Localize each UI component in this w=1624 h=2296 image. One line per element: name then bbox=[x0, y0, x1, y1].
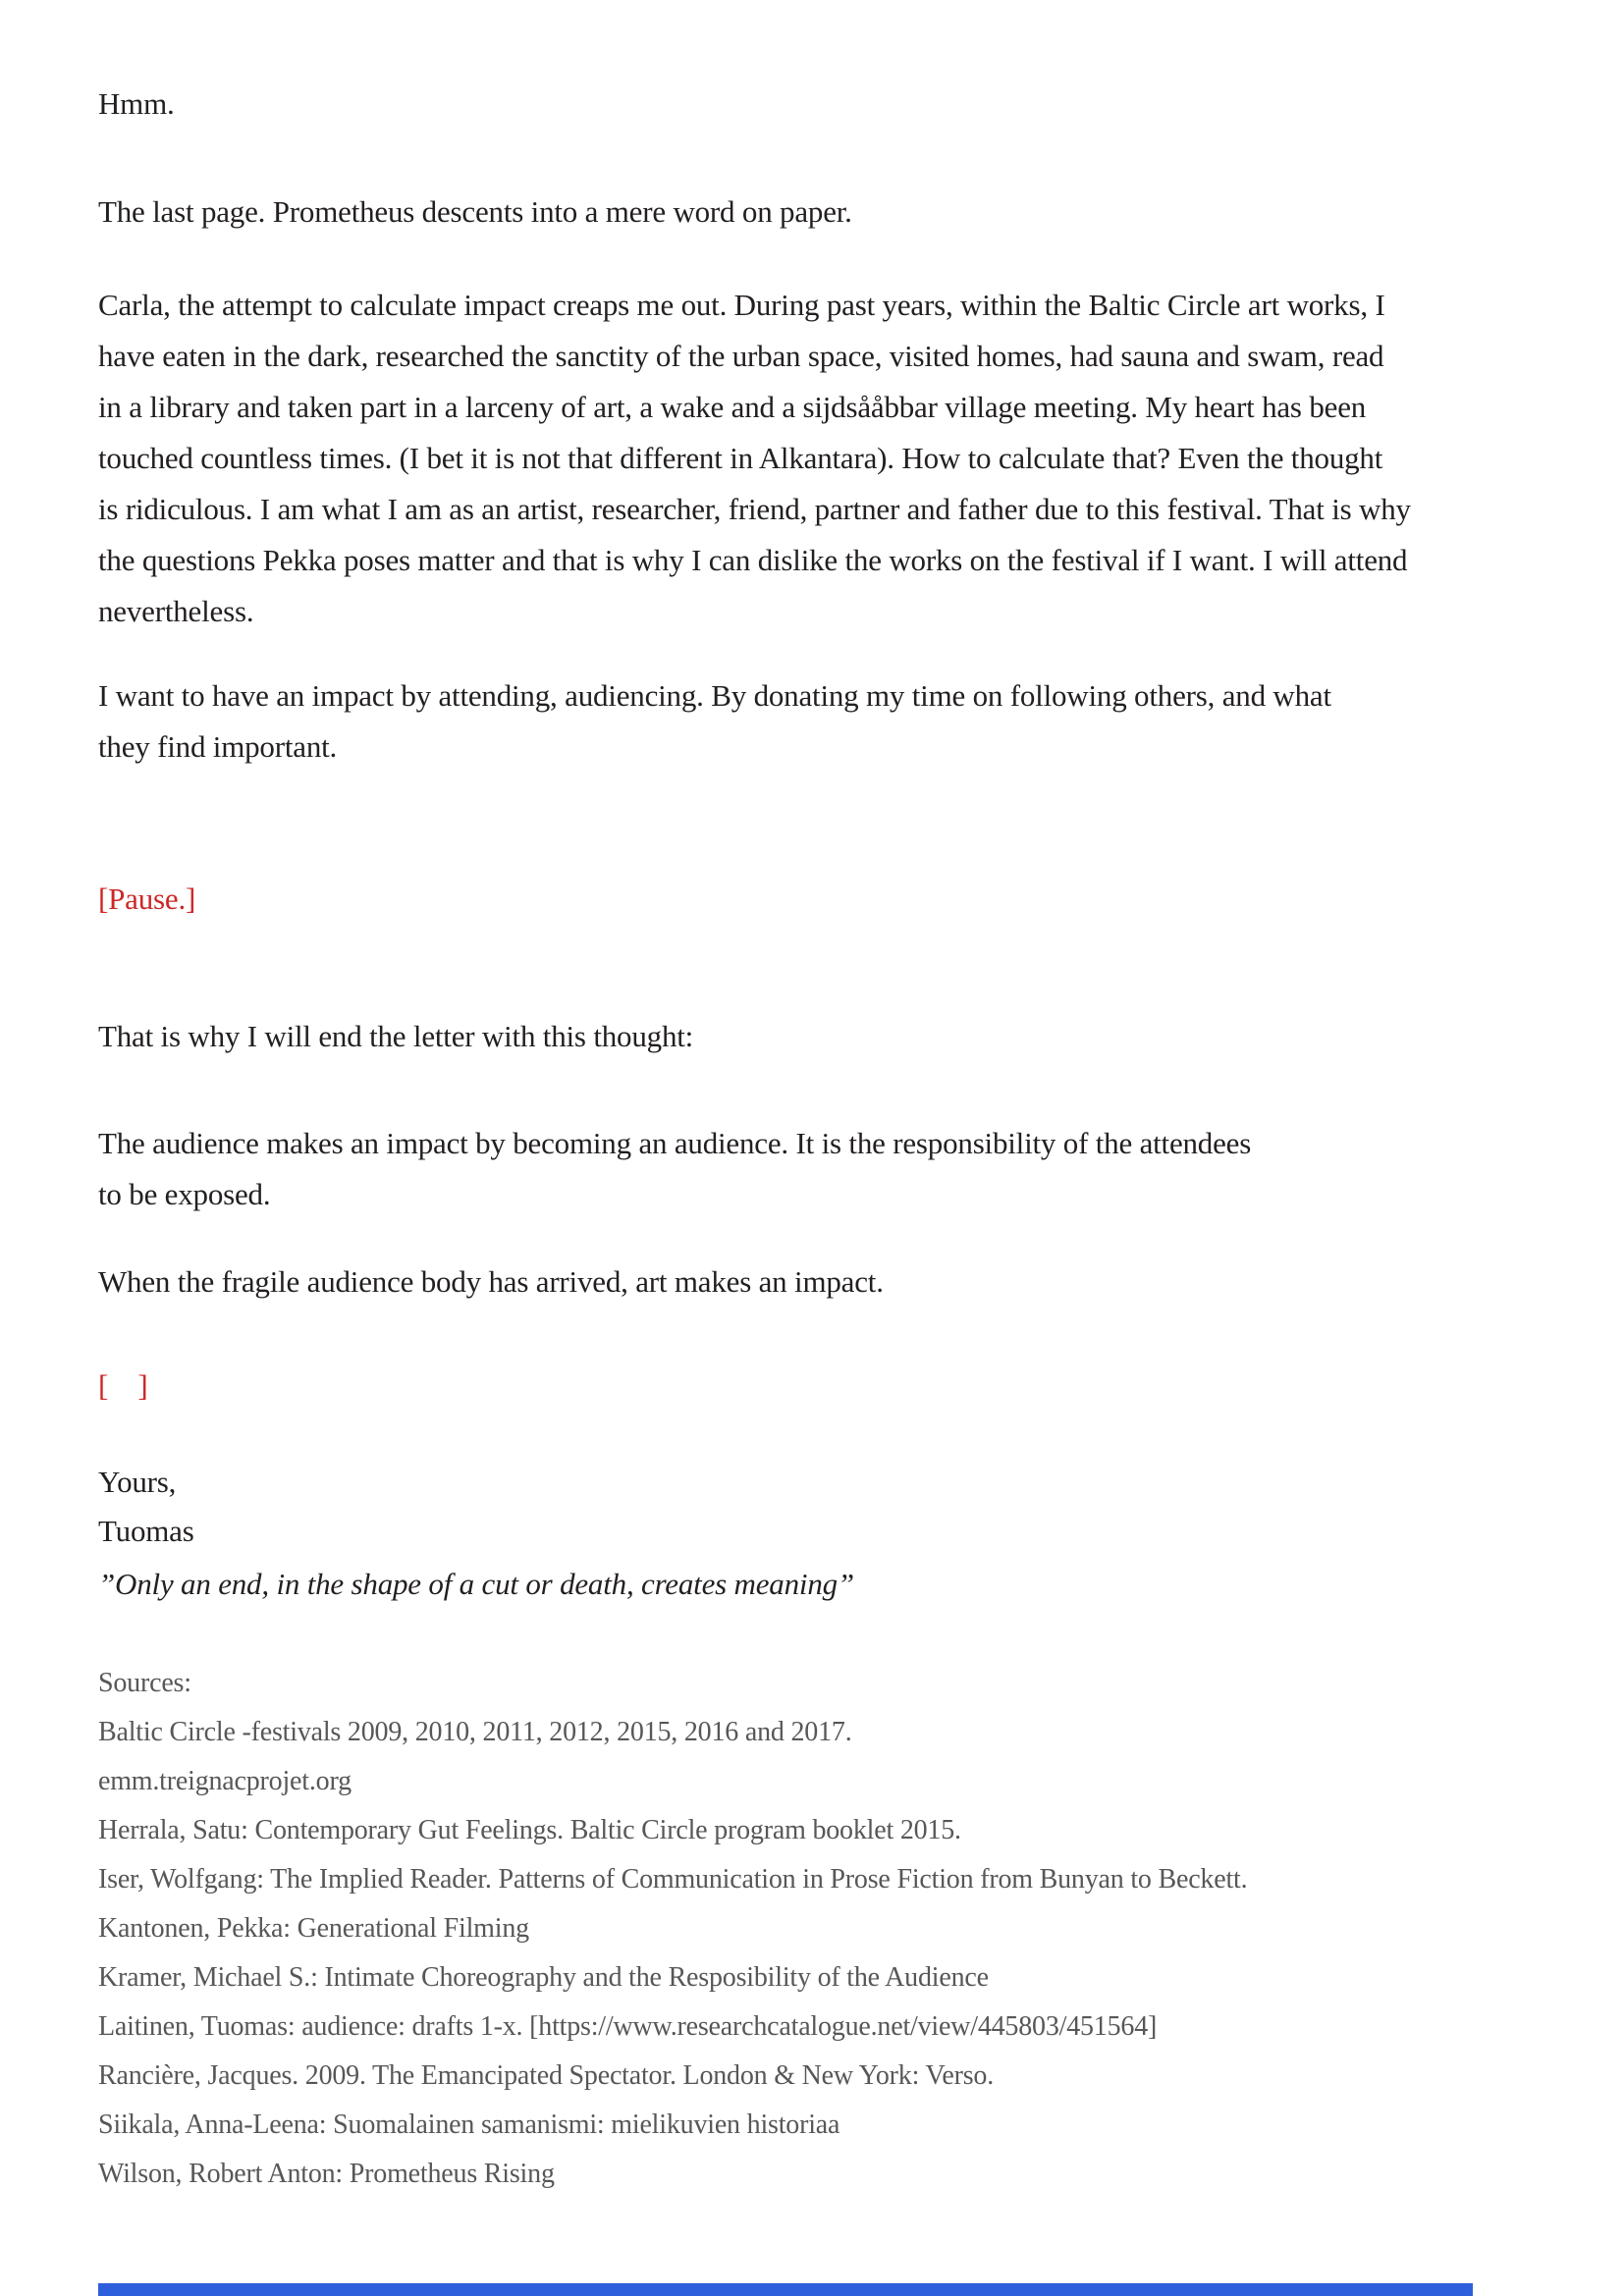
text-line: Rancière, Jacques. 2009. The Emancipated Spectator. London & New York: Verso. bbox=[98, 2060, 995, 2091]
text-line: Kantonen, Pekka: Generational Filming bbox=[98, 1913, 529, 1944]
text-line: Kramer, Michael S.: Intimate Choreography and the Resposibility of the Audience bbox=[98, 1962, 989, 1993]
text-line: Yours, bbox=[98, 1465, 177, 1499]
signature bbox=[98, 1458, 194, 1556]
empty-brackets: [ ] bbox=[98, 1368, 148, 1403]
paragraph-impact bbox=[98, 670, 1331, 773]
text-line: I want to have an impact by attending, audiencing. By donating my time on following others, and what bbox=[98, 678, 1331, 713]
thought-paragraph bbox=[98, 1118, 1251, 1220]
text-line: the questions Pekka poses matter and that is why I can dislike the works on the festival if I want. I will attend bbox=[98, 543, 1408, 577]
opening-word: Hmm. bbox=[98, 86, 175, 121]
text-line: in a library and taken part in a larceny of art, a wake and a sijdsååbbar village meeting. My heart has been bbox=[98, 390, 1367, 424]
fragile-line: When the fragile audience body has arrived, art makes an impact. bbox=[98, 1264, 884, 1299]
text-line: Iser, Wolfgang: The Implied Reader. Patterns of Communication in Prose Fiction from Bunyan to Beckett. bbox=[98, 1864, 1248, 1895]
text-line: touched countless times. (I bet it is not that different in Alkantara). How to calculate that? Even the thought bbox=[98, 441, 1383, 475]
text-line: they find important. bbox=[98, 729, 338, 764]
text-line: Carla, the attempt to calculate impact creaps me out. During past years, within the Baltic Circle art works, I bbox=[98, 288, 1385, 322]
pause-note: [Pause.] bbox=[98, 881, 196, 916]
text-line: Baltic Circle -festivals 2009, 2010, 2011, 2012, 2015, 2016 and 2017. bbox=[98, 1717, 852, 1747]
text-line: Siikala, Anna-Leena: Suomalainen samanismi: mielikuvien historiaa bbox=[98, 2109, 840, 2140]
closing-intro: That is why I will end the letter with this thought: bbox=[98, 1019, 694, 1053]
sources-heading: Sources: bbox=[98, 1668, 191, 1698]
text-line: Tuomas bbox=[98, 1514, 194, 1548]
paragraph-carla bbox=[98, 280, 1411, 637]
signature-quote: ”Only an end, in the shape of a cut or death, creates meaning” bbox=[98, 1567, 854, 1601]
text-line: Wilson, Robert Anton: Prometheus Rising bbox=[98, 2159, 555, 2189]
text-line: to be exposed. bbox=[98, 1177, 271, 1211]
text-line: have eaten in the dark, researched the sanctity of the urban space, visited homes, had sauna and swam, read bbox=[98, 339, 1384, 373]
text-line: Herrala, Satu: Contemporary Gut Feelings. Baltic Circle program booklet 2015. bbox=[98, 1815, 961, 1845]
text-line: Laitinen, Tuomas: audience: drafts 1-x. [https://www.researchcatalogue.net/view/445803/451564] bbox=[98, 2011, 1158, 2042]
text-line: emm.treignacprojet.org bbox=[98, 1766, 352, 1796]
text-line: is ridiculous. I am what I am as an artist, researcher, friend, partner and father due to this festival. That is why bbox=[98, 492, 1411, 526]
text-line: The audience makes an impact by becoming an audience. It is the responsibility of the attendees bbox=[98, 1126, 1252, 1160]
footer-accent-bar bbox=[98, 2283, 1473, 2296]
last-page-line: The last page. Prometheus descents into a mere word on paper. bbox=[98, 194, 852, 229]
sources-list bbox=[98, 1708, 1247, 2199]
text-line: nevertheless. bbox=[98, 594, 254, 628]
